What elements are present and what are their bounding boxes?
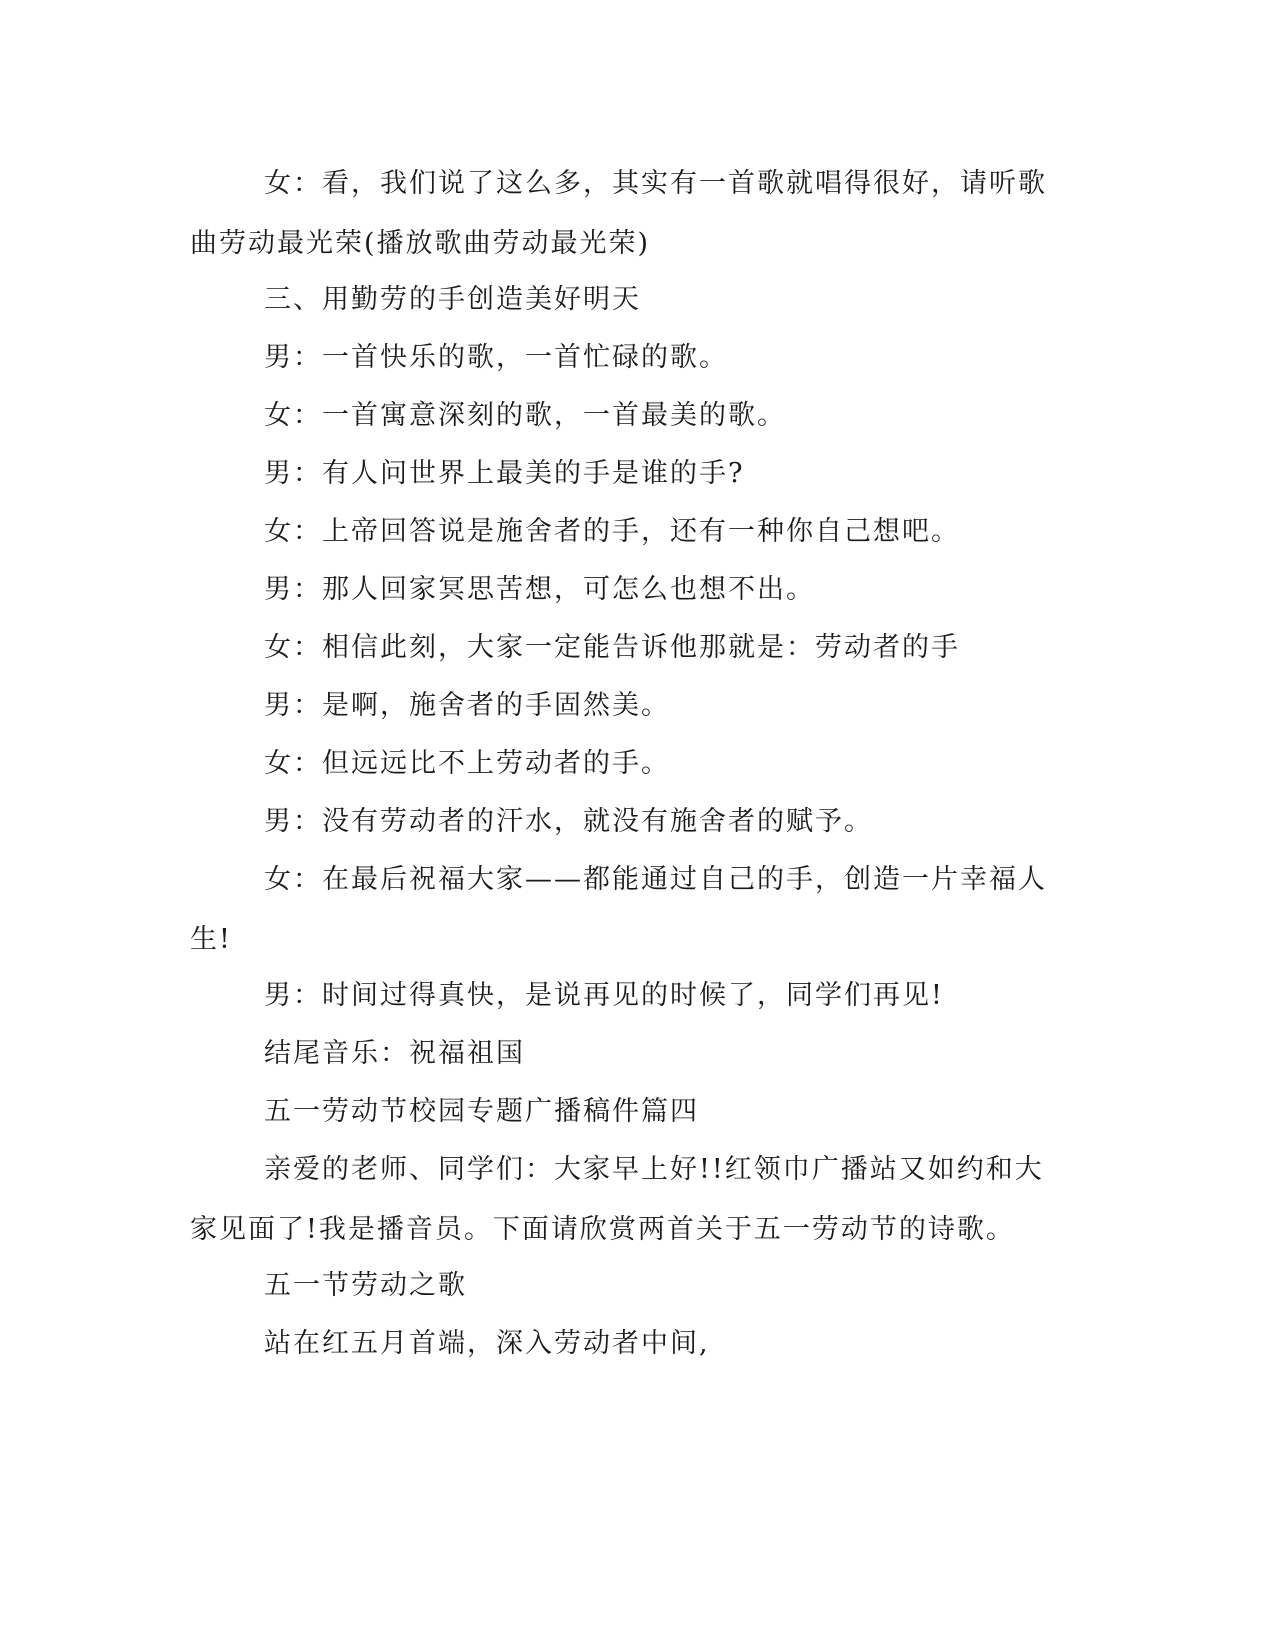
- paragraph-dialogue: 女：但远远比不上劳动者的手。: [264, 748, 670, 779]
- poem-title: 五一节劳动之歌: [264, 1270, 467, 1301]
- paragraph-dialogue: 男：是啊，施舍者的手固然美。: [264, 690, 670, 721]
- paragraph-song-intro: 女：看，我们说了这么多，其实有一首歌就唱得很好，请听歌曲劳动最光荣(播放歌曲劳动最光荣): [190, 168, 1047, 259]
- poem-line: 站在红五月首端，深入劳动者中间,: [264, 1328, 710, 1359]
- paragraph-dialogue: 男：那人回家冥思苦想，可怎么也想不出。: [264, 574, 815, 605]
- paragraph-dialogue: 女：相信此刻，大家一定能告诉他那就是：劳动者的手: [264, 632, 960, 663]
- paragraph-dialogue: 男：没有劳动者的汗水，就没有施舍者的赋予。: [264, 806, 873, 837]
- paragraph-ending-music: 结尾音乐：祝福祖国: [264, 1038, 525, 1069]
- section-heading: 三、用勤劳的手创造美好明天: [264, 284, 641, 315]
- paragraph-greeting: 亲爱的老师、同学们：大家早上好!!红领巾广播站又如约和大家见面了!我是播音员。下面请欣赏两首关于五一劳动节的诗歌。: [190, 1154, 1044, 1245]
- paragraph-dialogue: 女：上帝回答说是施舍者的手，还有一种你自己想吧。: [264, 516, 960, 547]
- paragraph-blessing: 女：在最后祝福大家——都能通过自己的手，创造一片幸福人生!: [190, 864, 1047, 955]
- paragraph-dialogue: 男：一首快乐的歌，一首忙碌的歌。: [264, 342, 728, 373]
- article-title: 五一劳动节校园专题广播稿件篇四: [264, 1096, 699, 1127]
- paragraph-dialogue: 女：一首寓意深刻的歌，一首最美的歌。: [264, 400, 786, 431]
- paragraph-dialogue: 男：时间过得真快，是说再见的时候了，同学们再见!: [264, 980, 944, 1011]
- paragraph-dialogue: 男：有人问世界上最美的手是谁的手?: [264, 458, 745, 489]
